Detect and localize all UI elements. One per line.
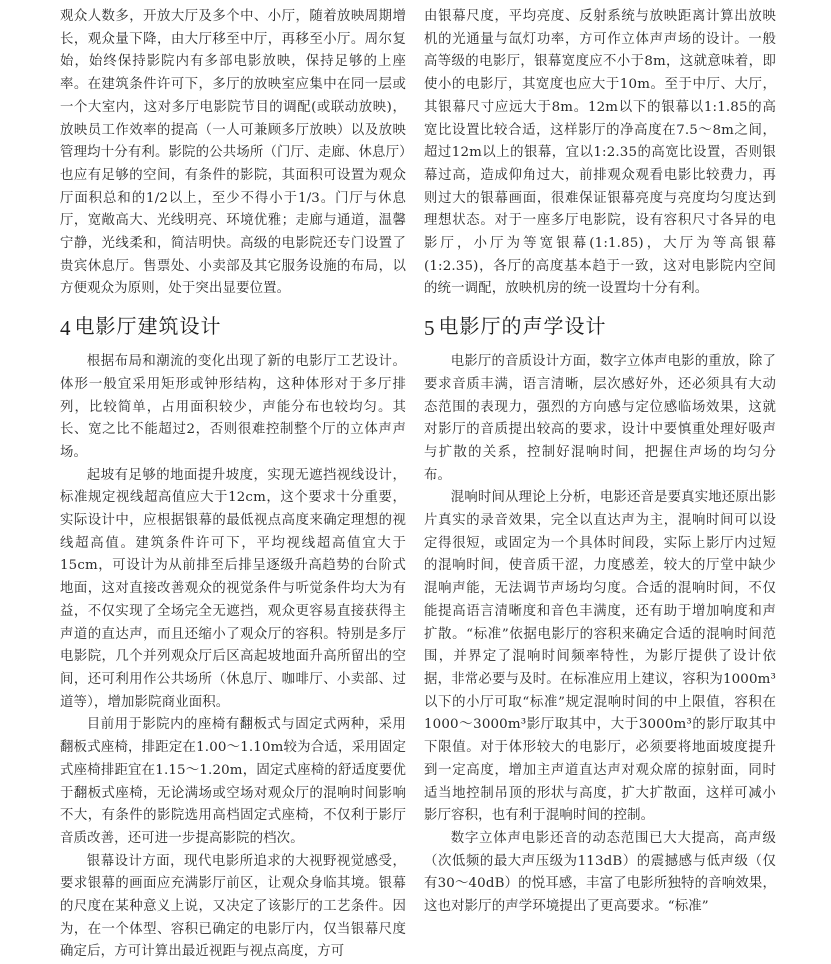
section-heading-5 xyxy=(424,311,776,343)
paragraph: 起坡有足够的地面提升坡度，实现无遮挡视线设计，标准规定视线超高值应大于12cm，这个要求十分重要，实际设计中，应根据银幕的最低视点高度来确定理想的视线超高值。建筑条件许可下，平均视线超高值宜大于15cm，可设计为从前排至后排呈逐级升高趋势的台阶式地面，这对直接改善观众的视觉条件与听觉条件均大为有益，不仅实现了全场完全无遮挡，观众更容易直接获得主声道的直达声，而且还缩小了观众厅的容积。特别是多厅电影院，几个并列观众厅后区高起坡地面升高所留出的空间，还可利用作公共场所（休息厅、咖啡厅、小卖部、过道等），增加影院商业面积。 xyxy=(60,467,406,710)
paragraph: 电影厅的音质设计方面，数字立体声电影的重放，除了要求音质丰满，语言清晰，层次感好外，还必须具有大动态范围的表现力，强烈的方向感与定位感临场效果，这就对影厅的音质提出较高的要求，设计中要慎重处理好吸声与扩散的关系，控制好混响时间，把握住声场的均匀分布。 xyxy=(424,354,776,483)
right-column xyxy=(424,6,776,919)
paragraph: 观众人数多，开放大厅及多个中、小厅，随着放映周期增长，观众量下降，由大厅移至中厅，再移至小厅。周尔复始，始终保持影院内有多部电影放映，保持足够的上座率。在建筑条件许可下，多厅的放映室应集中在同一层或一个大室内，这对多厅电影院节目的调配(或联动放映)，放映员工作效率的提高（一人可兼顾多厅放映）以及放映管理均十分有利。影院的公共场所（门厅、走廊、休息厅）也应有足够的空间，有条件的影院，其面积可设置为观众厅面积总和的1/2以上，至少不得小于1/3。门厅与休息厅，宽敞高大、光线明亮、环境优雅；走廊与通道，温馨宁静，光线柔和，简洁明快。高级的电影院还专门设置了贵宾休息厅。售票处、小卖部及其它服务设施的布局，以方便观众为原则，处于突出显要位置。 xyxy=(60,9,406,297)
section-title: 电影厅建筑设计 xyxy=(74,314,222,339)
section-number: 5 xyxy=(424,316,436,341)
section-number: 4 xyxy=(60,316,72,341)
paragraph: 由银幕尺度，平均亮度、反射系统与放映距离计算出放映机的光通量与氙灯功率，方可作立体声声场的设计。一般高等级的电影厅，银幕宽度应不小于8m，这就意味着，即使小的电影厅，其宽度也应大于10m。至于中厅、大厅，其银幕尺寸应远大于8m。12m以下的银幕以1:1.85的高宽比设置比较合适，这样影厅的净高度在7.5～8m之间，超过12m以上的银幕，宜以1:2.35的高宽比设置，否则银幕过高，造成仰角过大，前排观众观看电影比较费力，再则过大的银幕画面，很难保证银幕亮度与亮度均匀度达到理想状态。对于一座多厅电影院，设有容积尺寸各异的电影厅，小厅为等宽银幕(1:1.85)，大厅为等高银幕(1:2.35)，各厅的高度基本趋于一致，这对电影院内空间的统一调配，放映机房的统一设置均十分有利。 xyxy=(424,9,776,297)
paragraph: 数字立体声电影还音的动态范围已大大提高，高声级（次低频的最大声压级为113dB）的震撼感与低声级（仅有30～40dB）的悦耳感，丰富了电影所独特的音响效果，这也对影厅的声学环境提出了更高要求。“标准” xyxy=(424,830,776,915)
section-title: 电影厅的声学设计 xyxy=(438,314,607,339)
paragraph: 目前用于影院内的座椅有翻板式与固定式两种，采用翻板式座椅，排距定在1.00～1.10m较为合适，采用固定式座椅排距宜在1.15～1.20m，固定式座椅的舒适度要优于翻板式座椅，无论满场或空场对观众厅的混响时间影响不大，有条件的影院选用高档固定式座椅，不仅利于影厅音质改善，还可进一步提高影院的档次。 xyxy=(60,717,406,846)
paragraph: 银幕设计方面，现代电影所追求的大视野视觉感受，要求银幕的画面应充满影厅前区，让观众身临其境。银幕的尺度在某种意义上说，又决定了该影厅的工艺条件。因为，在一个体型、容积已确定的电影厅内，仅当银幕尺度确定后，方可计算出最近视距与视点高度，方可 xyxy=(60,853,406,960)
left-column xyxy=(60,6,406,964)
paragraph: 根据布局和潮流的变化出现了新的电影厅工艺设计。体形一般宜采用矩形或钟形结构，这种体形对于多厅排列，比较简单，占用面积较少，声能分布也较均匀。其长、宽之比不能超过2，否则很难控制整个厅的立体声声场。 xyxy=(60,354,406,460)
paragraph: 混响时间从理论上分析，电影还音是要真实地还原出影片真实的录音效果，完全以直达声为主，混响时间可以设定得很短，或固定为一个具体时间段，实际上影厅内过短的混响时间，使音质干涩，力度感差，较大的厅堂中缺少混响声能，无法调节声场均匀度。合适的混响时间，不仅能提高语言清晰度和音色丰满度，还有助于增加响度和声扩散。“标准”依据电影厅的容积来确定合适的混响时间范围，并界定了混响时间频率特性，为影厅提供了设计依据，非常必要与及时。在标准应用上建议，容积为1000m³以下的小厅可取“标准”规定混响时间的中上限值，容积在1000～3000m³影厅取其中，大于3000m³的影厅取其中下限值。对于体形较大的电影厅，必须要将地面坡度提升到一定高度，增加主声道直达声对观众席的掠射面，同时适当地控制吊顶的形状与高度，扩大扩散面，这样可减小影厅容积，也有利于混响时间的控制。 xyxy=(424,490,776,824)
section-heading-4 xyxy=(60,311,406,343)
